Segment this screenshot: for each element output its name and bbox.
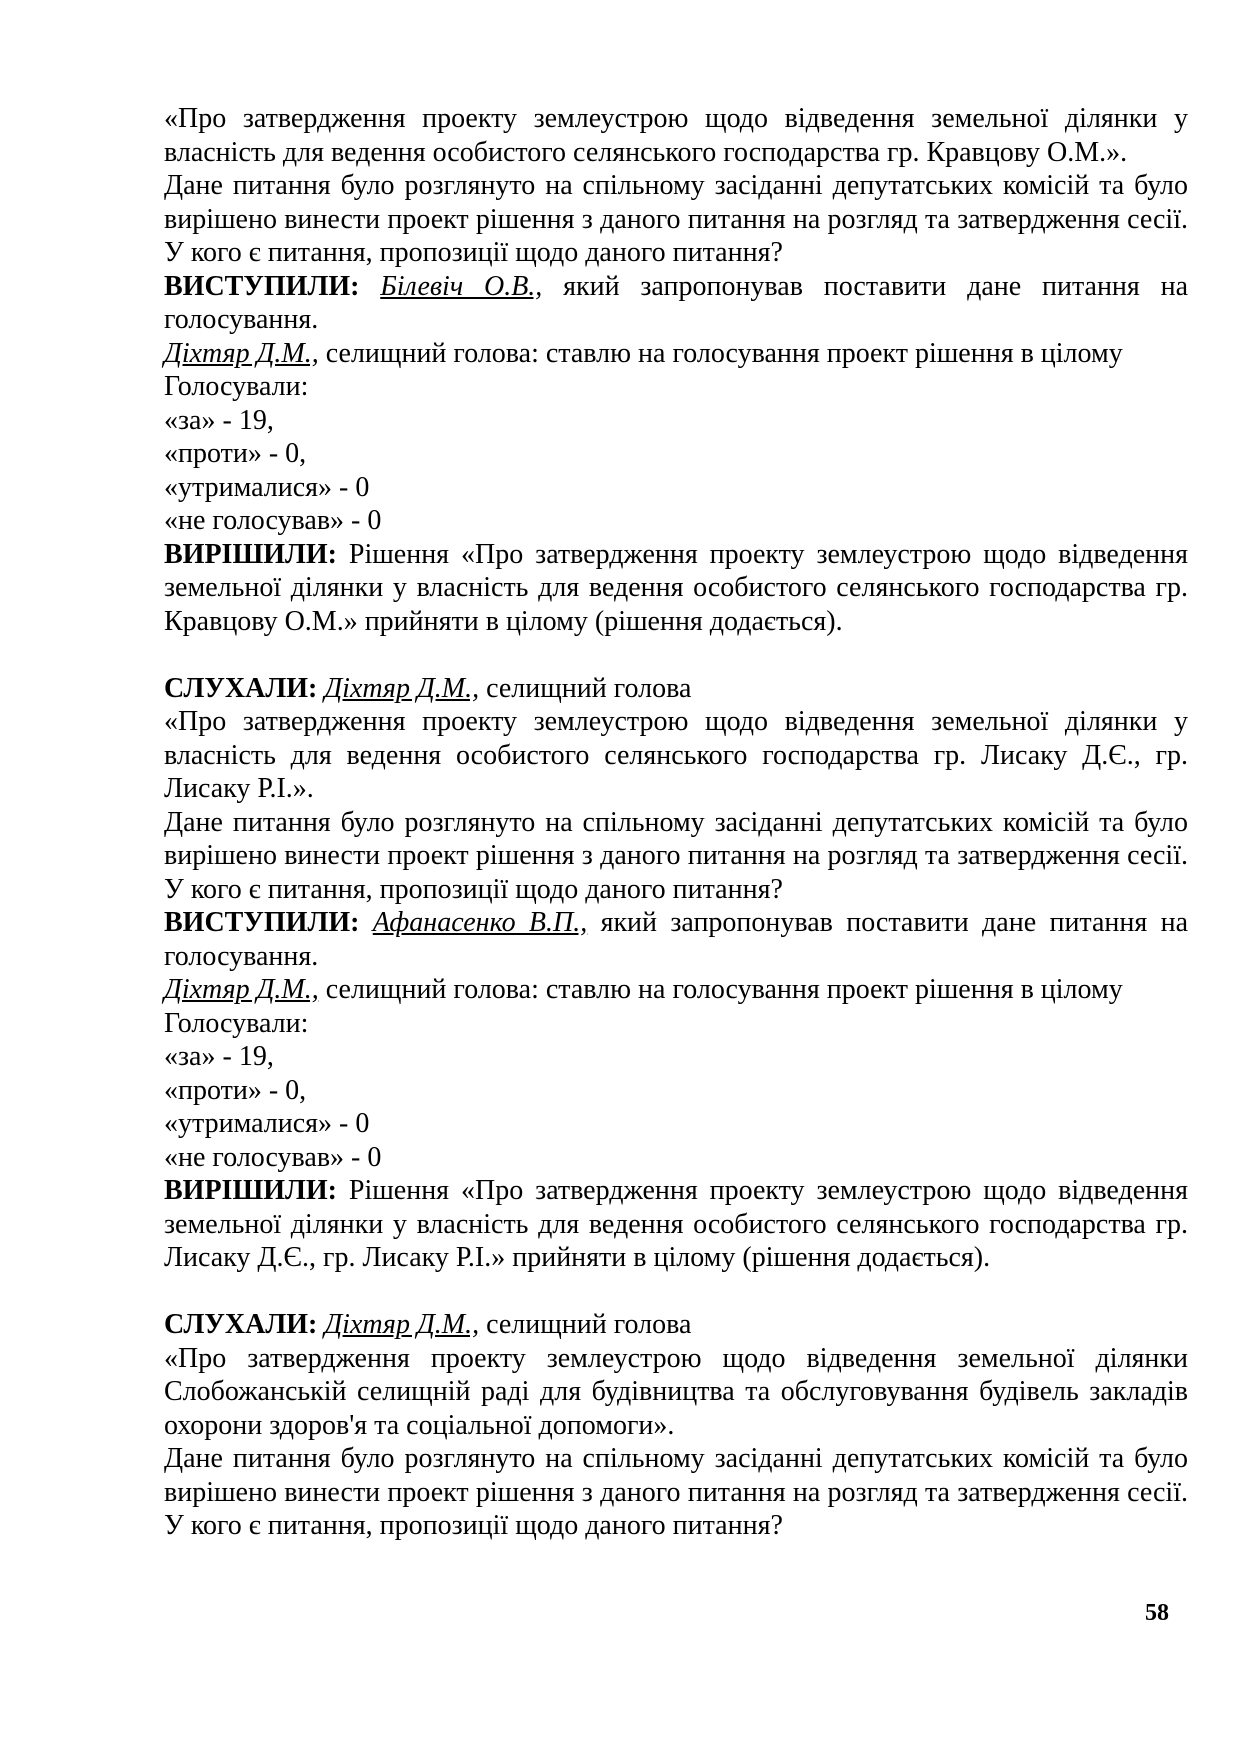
item-2-spoke	[164, 906, 1188, 973]
chair-text: селищний голова: ставлю на голосування проект рішення в цілому	[325, 337, 1123, 369]
item-1-considered: Дане питання було розглянуто на спільному засіданні депутатських комісій та було вирішено винести проект рішення з даного питання на розгляд та затвердження сесії. У кого є питання, пропозиції щодо даного питання?	[164, 170, 1188, 268]
decided-label: ВИРІШИЛИ:	[164, 1175, 337, 1206]
item-3-title: «Про затвердження проекту землеустрою щодо відведення земельної ділянки Слобожанській селищній раді для будівництва та обслуговування будівель закладів охорони здоров'я та соціальної допомоги».	[164, 1342, 1188, 1441]
chair-text: селищний голова: ставлю на голосування проект рішення в цілому	[325, 974, 1123, 1005]
speaker-name: Білевіч О.В.,	[380, 270, 543, 302]
speaker-name: Афанасенко В.П.,	[372, 907, 588, 938]
heard-label: СЛУХАЛИ:	[164, 672, 318, 704]
item-1-spoke	[164, 270, 1188, 337]
item-3-heard	[164, 1308, 1188, 1342]
item-2-title: «Про затвердження проекту землеустрою щодо відведення земельної ділянки у власність для ведення особистого селянського господарства гр. Лисаку Д.Є., гр. Лисаку Р.І.».	[164, 706, 1188, 804]
vote-against: «проти» - 0,	[164, 438, 307, 469]
vote-against: «проти» - 0,	[164, 1074, 307, 1106]
heard-label: СЛУХАЛИ:	[164, 1309, 318, 1340]
item-3-considered: Дане питання було розглянуто на спільному засіданні депутатських комісій та було вирішено винести проект рішення з даного питання на розгляд та затвердження сесії. У кого є питання, пропозиції щодо даного питання?	[164, 1443, 1188, 1541]
spoke-label: ВИСТУПИЛИ:	[164, 907, 360, 938]
heard-name: Діхтяр Д.М.,	[324, 672, 480, 704]
item-2-decided	[164, 1174, 1188, 1275]
heard-role: селищний голова	[486, 1309, 692, 1340]
spacer	[164, 1275, 1188, 1309]
vote-for: «за» - 19,	[164, 404, 274, 436]
voted-label: Голосували:	[164, 1007, 309, 1039]
page-number: 58	[1145, 1600, 1169, 1626]
heard-name: Діхтяр Д.М.,	[324, 1309, 480, 1340]
item-1-chair	[164, 337, 1188, 371]
spacer	[164, 638, 1188, 672]
item-1-title: «Про затвердження проекту землеустрою щодо відведення земельної ділянки у власність для ведення особистого селянського господарства гр. Кравцову О.М.».	[164, 103, 1188, 168]
item-2-heard	[164, 672, 1188, 706]
document-body	[164, 102, 1188, 1543]
item-2-chair	[164, 973, 1188, 1007]
chair-name: Діхтяр Д.М.,	[164, 337, 319, 369]
item-1-decided	[164, 538, 1188, 639]
vote-abstained: «утрималися» - 0	[164, 1108, 370, 1139]
spoke-label: ВИСТУПИЛИ:	[164, 270, 360, 302]
vote-abstained: «утрималися» - 0	[164, 471, 370, 503]
chair-name: Діхтяр Д.М.,	[164, 974, 319, 1005]
decided-text: Рішення «Про затвердження проекту землеустрою щодо відведення земельної ділянки у власність для ведення особистого селянського господарства гр. Кравцову О.М.» прийняти в цілому (рішення додається).	[164, 538, 1188, 637]
vote-not-voted: «не голосував» - 0	[164, 505, 382, 536]
voted-label: Голосували:	[164, 371, 309, 402]
vote-for: «за» - 19,	[164, 1041, 274, 1072]
item-2-considered: Дане питання було розглянуто на спільному засіданні депутатських комісій та було вирішено винести проект рішення з даного питання на розгляд та затвердження сесії. У кого є питання, пропозиції щодо даного питання?	[164, 806, 1188, 905]
vote-not-voted: «не голосував» - 0	[164, 1141, 382, 1173]
decided-text: Рішення «Про затвердження проекту землеустрою щодо відведення земельної ділянки у власність для ведення особистого селянського господарства гр. Лисаку Д.Є., гр. Лисаку Р.І.» прийняти в цілому (рішення додається).	[164, 1175, 1188, 1273]
spoke-text: який запропонував поставити дане питання на голосування.	[164, 270, 1189, 335]
decided-label: ВИРІШИЛИ:	[164, 538, 337, 570]
heard-role: селищний голова	[486, 672, 692, 704]
spoke-text: який запропонував поставити дане питання на голосування.	[164, 907, 1188, 972]
